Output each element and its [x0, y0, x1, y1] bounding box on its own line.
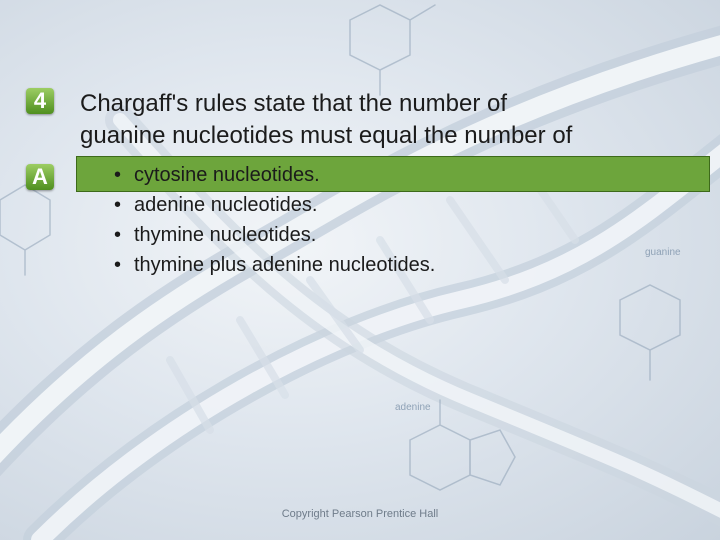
answer-option-label: thymine nucleotides.: [134, 224, 317, 246]
answer-option-label: thymine plus adenine nucleotides.: [134, 254, 436, 276]
copyright-footer: Copyright Pearson Prentice Hall: [281, 508, 439, 520]
guanine-label: guanine: [645, 247, 681, 258]
bullet-icon: •: [114, 224, 122, 246]
question-number-badge: 4: [26, 88, 54, 114]
bullet-icon: •: [114, 194, 122, 216]
answer-option[interactable]: [114, 160, 435, 190]
answer-badge: A: [26, 164, 54, 190]
answer-option[interactable]: [114, 220, 435, 250]
answer-list: [114, 160, 435, 280]
answer-option[interactable]: [114, 250, 435, 280]
question-line-2: guanine nucleotides must equal the number of: [80, 122, 573, 149]
question-line-1: Chargaff's rules state that the number of: [80, 90, 508, 117]
answer-option-label: adenine nucleotides.: [134, 194, 318, 216]
bullet-icon: •: [114, 254, 122, 276]
adenine-label: adenine: [395, 402, 431, 413]
bullet-icon: •: [114, 164, 122, 186]
question-text: [80, 88, 680, 152]
answer-option-label: cytosine nucleotides.: [134, 164, 320, 186]
answer-option[interactable]: [114, 190, 435, 220]
